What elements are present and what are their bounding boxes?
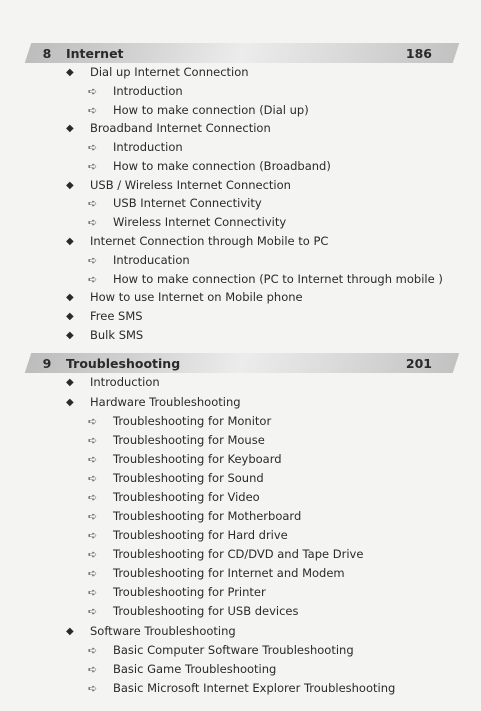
toc-subitem-label: USB Internet Connectivity bbox=[113, 196, 262, 210]
arrow-bullet-icon: ➪ bbox=[88, 215, 98, 229]
toc-subitem-label: Basic Computer Software Troubleshooting bbox=[113, 643, 354, 657]
arrow-bullet-icon: ➪ bbox=[88, 528, 98, 542]
toc-item bbox=[66, 373, 160, 391]
diamond-bullet-icon: ◆ bbox=[66, 376, 74, 388]
diamond-bullet-icon: ◆ bbox=[66, 329, 74, 341]
toc-subitem bbox=[88, 583, 266, 601]
toc-subitem-label: Troubleshooting for CD/DVD and Tape Drive bbox=[113, 547, 364, 561]
toc-subitem-label: Troubleshooting for USB devices bbox=[113, 604, 299, 618]
toc-subitem bbox=[88, 213, 286, 231]
toc-item bbox=[66, 326, 143, 344]
chapter-title: Internet bbox=[66, 45, 124, 61]
arrow-bullet-icon: ➪ bbox=[88, 433, 98, 447]
chapter-title: Troubleshooting bbox=[66, 355, 181, 371]
toc-item-label: Internet Connection through Mobile to PC bbox=[90, 234, 329, 248]
arrow-bullet-icon: ➪ bbox=[88, 84, 98, 98]
arrow-bullet-icon: ➪ bbox=[88, 159, 98, 173]
arrow-bullet-icon: ➪ bbox=[88, 272, 98, 286]
arrow-bullet-icon: ➪ bbox=[88, 662, 98, 676]
toc-subitem bbox=[88, 469, 264, 487]
toc-subitem-label: Troubleshooting for Internet and Modem bbox=[113, 566, 345, 580]
chapter-page-number: 186 bbox=[405, 45, 432, 61]
toc-item-label: Introduction bbox=[90, 375, 160, 389]
toc-item bbox=[66, 176, 291, 194]
toc-item-label: Software Troubleshooting bbox=[90, 624, 236, 638]
arrow-bullet-icon: ➪ bbox=[88, 452, 98, 466]
toc-subitem bbox=[88, 82, 183, 100]
toc-subitem bbox=[88, 679, 395, 697]
arrow-bullet-icon: ➪ bbox=[88, 643, 98, 657]
arrow-bullet-icon: ➪ bbox=[88, 414, 98, 428]
arrow-bullet-icon: ➪ bbox=[88, 509, 98, 523]
arrow-bullet-icon: ➪ bbox=[88, 604, 98, 618]
toc-subitem bbox=[88, 194, 262, 212]
toc-item bbox=[66, 63, 249, 81]
diamond-bullet-icon: ◆ bbox=[66, 235, 74, 247]
toc-item bbox=[66, 288, 303, 306]
toc-subitem-label: Troubleshooting for Monitor bbox=[113, 414, 272, 428]
arrow-bullet-icon: ➪ bbox=[88, 681, 98, 695]
arrow-bullet-icon: ➪ bbox=[88, 253, 98, 267]
arrow-bullet-icon: ➪ bbox=[88, 140, 98, 154]
arrow-bullet-icon: ➪ bbox=[88, 490, 98, 504]
toc-subitem bbox=[88, 270, 443, 288]
toc-item-label: USB / Wireless Internet Connection bbox=[90, 178, 291, 192]
arrow-bullet-icon: ➪ bbox=[88, 547, 98, 561]
toc-subitem bbox=[88, 641, 354, 659]
toc-subitem bbox=[88, 602, 299, 620]
toc-subitem-label: How to make connection (Broadband) bbox=[113, 159, 331, 173]
toc-subitem bbox=[88, 660, 276, 678]
chapter-page-number: 201 bbox=[405, 355, 432, 371]
toc-subitem-label: Troubleshooting for Sound bbox=[113, 471, 264, 485]
toc-subitem-label: Introduction bbox=[113, 140, 183, 154]
toc-item-label: Broadband Internet Connection bbox=[90, 121, 271, 135]
toc-subitem-label: Basic Microsoft Internet Explorer Troubleshooting bbox=[113, 681, 396, 695]
toc-subitem bbox=[88, 251, 190, 269]
toc-item-label: Hardware Troubleshooting bbox=[90, 395, 241, 409]
diamond-bullet-icon: ◆ bbox=[66, 625, 74, 637]
diamond-bullet-icon: ◆ bbox=[66, 179, 74, 191]
arrow-bullet-icon: ➪ bbox=[88, 103, 98, 117]
arrow-bullet-icon: ➪ bbox=[88, 196, 98, 210]
toc-subitem bbox=[88, 101, 309, 119]
toc-subitem-label: How to make connection (Dial up) bbox=[113, 103, 309, 117]
toc-subitem-label: Troubleshooting for Hard drive bbox=[113, 528, 288, 542]
toc-item bbox=[66, 119, 271, 137]
toc-item-label: Dial up Internet Connection bbox=[90, 65, 249, 79]
arrow-bullet-icon: ➪ bbox=[88, 585, 98, 599]
toc-subitem bbox=[88, 488, 260, 506]
toc-item-label: How to use Internet on Mobile phone bbox=[90, 290, 303, 304]
arrow-bullet-icon: ➪ bbox=[88, 471, 98, 485]
toc-subitem bbox=[88, 526, 288, 544]
toc-subitem-label: Troubleshooting for Mouse bbox=[113, 433, 265, 447]
diamond-bullet-icon: ◆ bbox=[66, 122, 74, 134]
toc-subitem bbox=[88, 545, 363, 563]
toc-subitem-label: Basic Game Troubleshooting bbox=[113, 662, 277, 676]
toc-subitem-label: Troubleshooting for Printer bbox=[113, 585, 266, 599]
diamond-bullet-icon: ◆ bbox=[66, 66, 74, 78]
toc-subitem-label: How to make connection (PC to Internet through mobile ) bbox=[113, 272, 443, 286]
chapter-number: 9 bbox=[42, 355, 52, 371]
toc-subitem-label: Introducation bbox=[113, 253, 190, 267]
chapter-header bbox=[28, 43, 456, 63]
toc-item bbox=[66, 622, 236, 640]
toc-subitem bbox=[88, 450, 282, 468]
chapter-number: 8 bbox=[42, 45, 52, 61]
toc-item bbox=[66, 393, 241, 411]
toc-subitem bbox=[88, 431, 265, 449]
toc-subitem bbox=[88, 412, 271, 430]
toc-subitem-label: Troubleshooting for Motherboard bbox=[113, 509, 302, 523]
toc-subitem-label: Wireless Internet Connectivity bbox=[113, 215, 287, 229]
toc-subitem-label: Troubleshooting for Keyboard bbox=[113, 452, 282, 466]
toc-subitem bbox=[88, 157, 331, 175]
diamond-bullet-icon: ◆ bbox=[66, 396, 74, 408]
toc-subitem bbox=[88, 138, 183, 156]
toc-subitem-label: Introduction bbox=[113, 84, 183, 98]
toc-item bbox=[66, 307, 143, 325]
toc-item-label: Free SMS bbox=[90, 309, 143, 323]
toc-subitem-label: Troubleshooting for Video bbox=[113, 490, 260, 504]
diamond-bullet-icon: ◆ bbox=[66, 291, 74, 303]
toc-item-label: Bulk SMS bbox=[90, 328, 144, 342]
chapter-header bbox=[28, 353, 456, 373]
diamond-bullet-icon: ◆ bbox=[66, 310, 74, 322]
toc-subitem bbox=[88, 507, 301, 525]
toc-subitem bbox=[88, 564, 345, 582]
arrow-bullet-icon: ➪ bbox=[88, 566, 98, 580]
toc-item bbox=[66, 232, 328, 250]
